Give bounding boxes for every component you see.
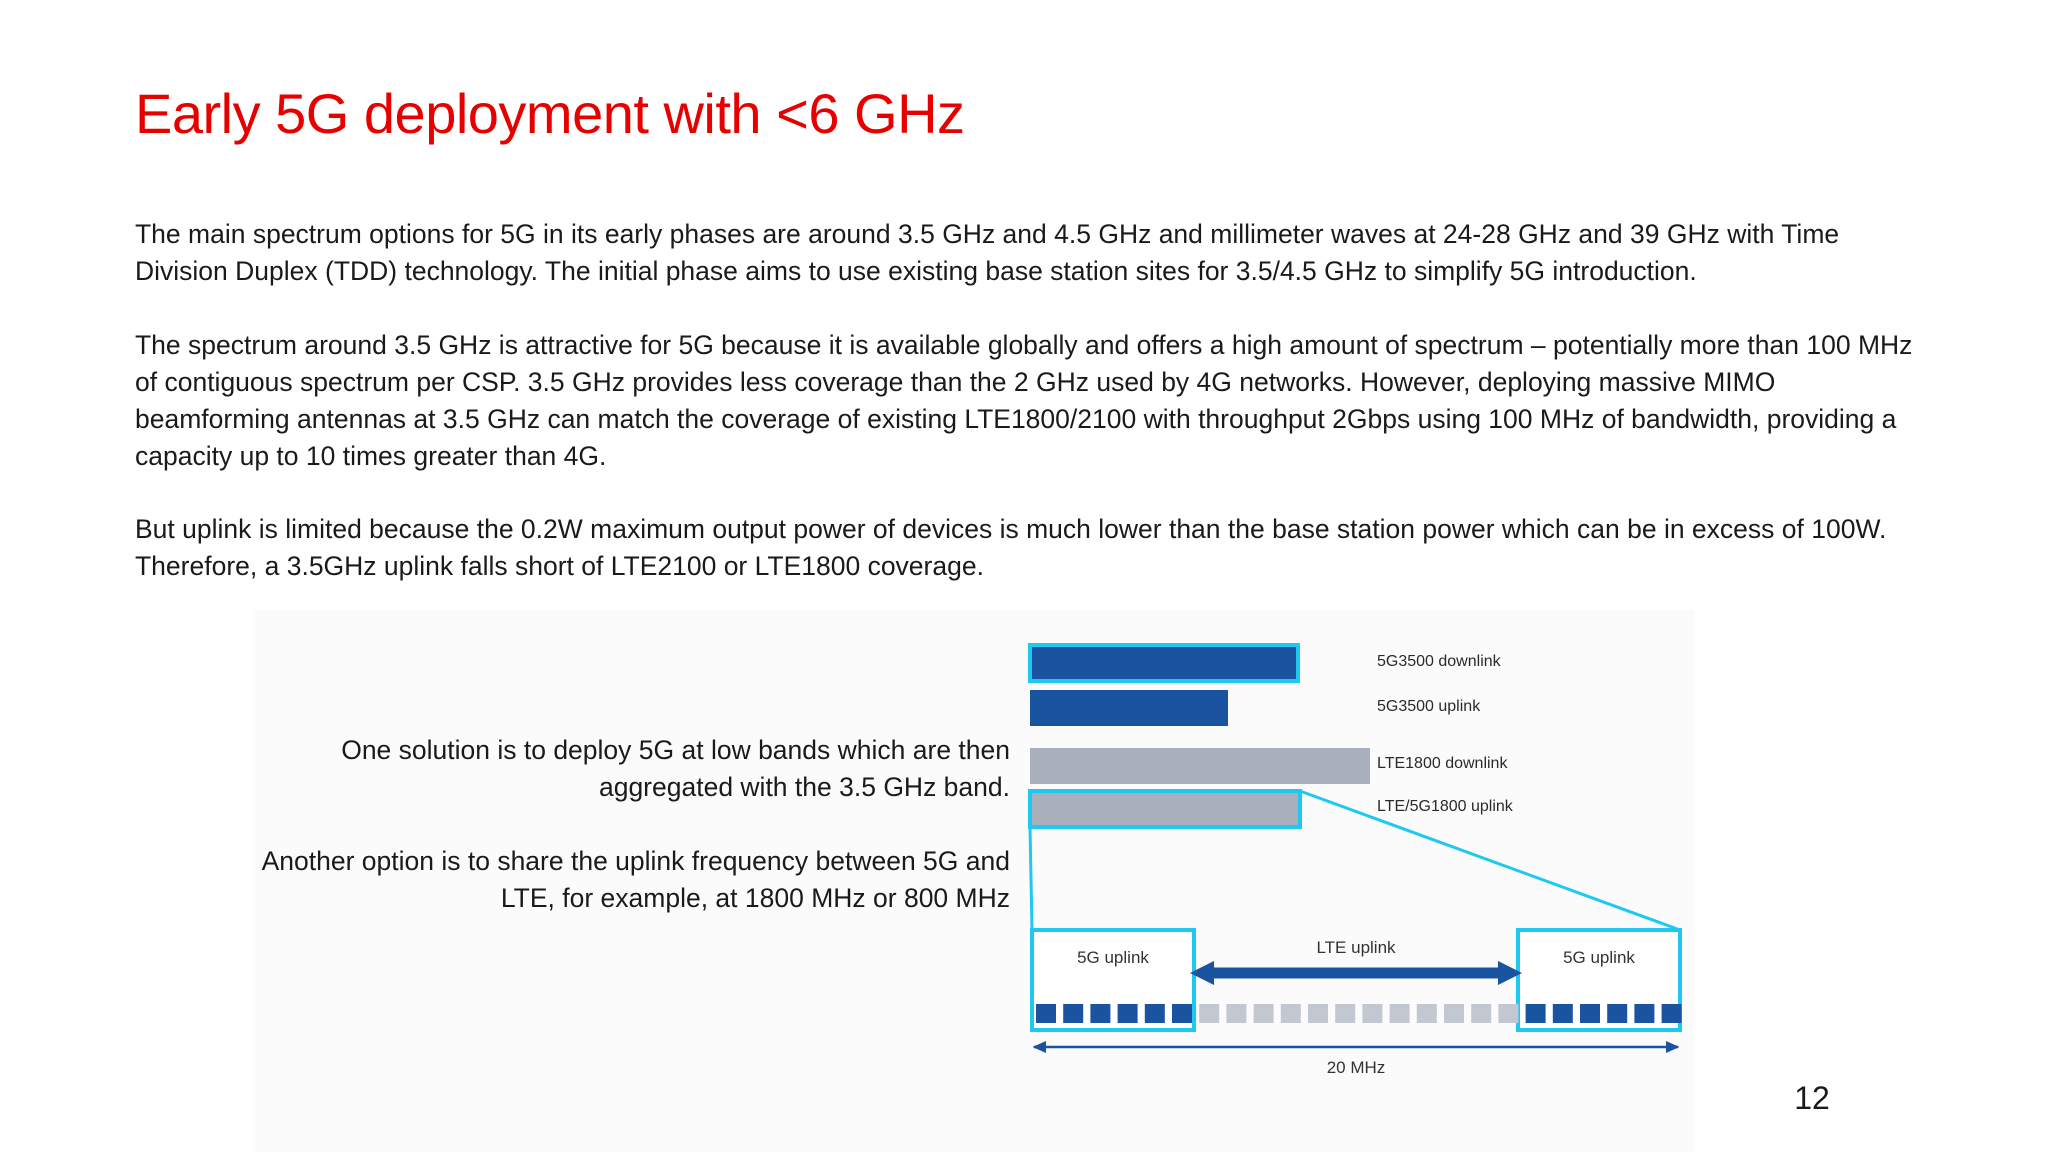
resource-block-lte [1417, 1004, 1437, 1023]
bar-lte1800-downlink [1030, 748, 1370, 784]
resource-block-lte [1444, 1004, 1464, 1023]
resource-block-lte [1254, 1004, 1274, 1023]
note-low-band-aggregation: One solution is to deploy 5G at low bands which are then aggregated with the 3.5 GHz band. [341, 735, 1010, 802]
label-lte-uplink: LTE uplink [1316, 938, 1396, 957]
resource-block-lte [1226, 1004, 1246, 1023]
resource-block-5g [1118, 1004, 1138, 1023]
resource-block-lte [1362, 1004, 1382, 1023]
label-lte-5g1800-uplink: LTE/5G1800 uplink [1377, 798, 1513, 815]
resource-block-5g [1145, 1004, 1165, 1023]
resource-block-5g [1526, 1004, 1546, 1023]
resource-block-5g [1172, 1004, 1192, 1023]
resource-block-lte [1335, 1004, 1355, 1023]
note-shared-uplink: Another option is to share the uplink frequency between 5G and LTE, for example, at 1800 MHz or 800 MHz [261, 846, 1010, 913]
bar-lte-5g1800-uplink [1030, 791, 1300, 827]
zoom-line-left [1030, 827, 1032, 930]
label-5g3500-downlink: 5G3500 downlink [1377, 653, 1501, 670]
resource-block-5g [1580, 1004, 1600, 1023]
paragraph-spectrum-options: The main spectrum options for 5G in its early phases are around 3.5 GHz and 4.5 GHz and millimeter waves at 24-28 GHz and 39 GHz with Time Division Duplex (TDD) technology. The initial phase aims to use existing base station sites for 3.5/4.5 GHz to simplify 5G introduction. [135, 219, 1840, 286]
resource-block-lte [1281, 1004, 1301, 1023]
diagram-svg [1020, 630, 1700, 1090]
label-20-mhz: 20 MHz [1326, 1058, 1386, 1077]
resource-block-5g [1634, 1004, 1654, 1023]
resource-blocks [1036, 1004, 1682, 1023]
resource-block-5g [1063, 1004, 1083, 1023]
slide-title: Early 5G deployment with <6 GHz [135, 82, 965, 145]
resource-block-lte [1199, 1004, 1219, 1023]
resource-block-lte [1498, 1004, 1518, 1023]
bar-5g3500-uplink [1030, 690, 1228, 726]
label-lte1800-downlink: LTE1800 downlink [1377, 755, 1508, 772]
label-5g-uplink-left: 5G uplink [1077, 948, 1149, 967]
resource-block-5g [1662, 1004, 1682, 1023]
label-5g-uplink-right: 5G uplink [1563, 948, 1635, 967]
paragraph-uplink-limited: But uplink is limited because the 0.2W maximum output power of devices is much lower than the base station power which can be in excess of 100W. Therefore, a 3.5GHz uplink falls short of LTE2100 or LTE1800 coverage. [135, 514, 1887, 581]
resource-block-5g [1607, 1004, 1627, 1023]
resource-block-5g [1036, 1004, 1056, 1023]
resource-block-5g [1090, 1004, 1110, 1023]
resource-block-lte [1308, 1004, 1328, 1023]
label-5g3500-uplink: 5G3500 uplink [1377, 698, 1481, 715]
bar-5g3500-downlink [1030, 645, 1298, 681]
paragraph-3-5ghz-attractive: The spectrum around 3.5 GHz is attractive for 5G because it is available globally and offers a high amount of spectrum – potentially more than 100 MHz of contiguous spectrum per CSP. 3.5 GHz provides less coverage than the 2 GHz used by 4G networks. However, deploying massive MIMO beamforming antennas at 3.5 GHz can match the coverage of existing LTE1800/2100 with throughput 2Gbps using 100 MHz of bandwidth, providing a capacity up to 10 times greater than 4G. [135, 330, 1913, 471]
resource-block-lte [1471, 1004, 1491, 1023]
resource-block-5g [1553, 1004, 1573, 1023]
box-5g-uplink-left [1032, 930, 1194, 1030]
uplink-sharing-diagram [1020, 630, 1700, 1090]
page-number: 12 [1794, 1080, 1830, 1116]
resource-block-lte [1390, 1004, 1410, 1023]
